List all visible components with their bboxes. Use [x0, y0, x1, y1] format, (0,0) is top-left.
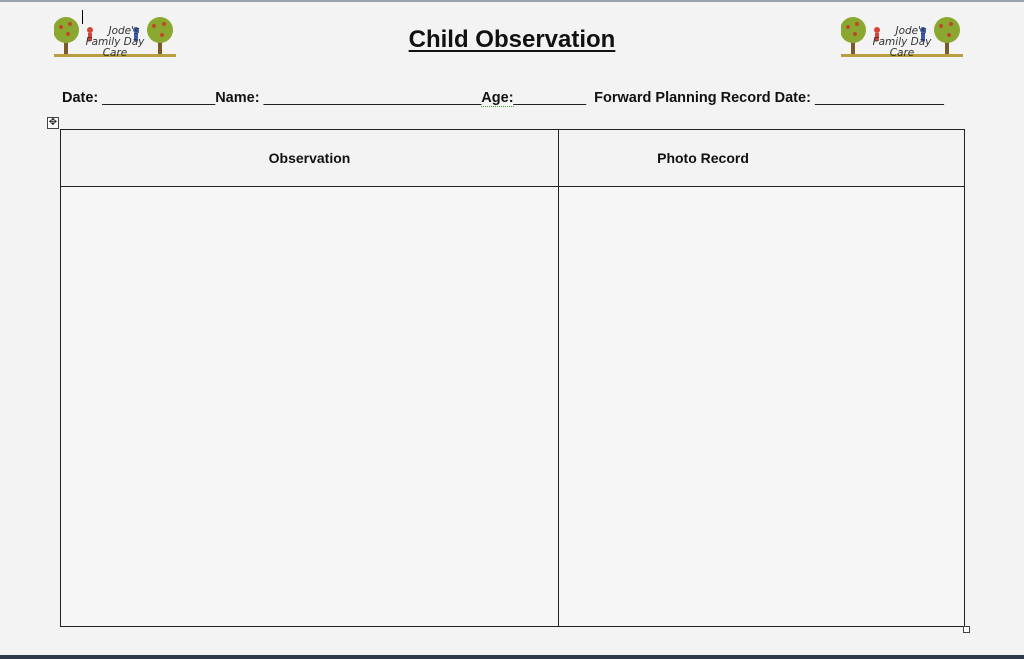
page-title: Child Observation [408, 26, 616, 53]
photo-record-cell[interactable] [559, 187, 965, 627]
name-blank[interactable]: ___________________________ [263, 90, 482, 106]
form-fields-line[interactable] [62, 90, 944, 106]
header-photo-record: Photo Record [559, 130, 965, 187]
header-observation: Observation [61, 130, 559, 187]
table-header-row [61, 130, 965, 187]
table-move-handle-icon[interactable]: ✥ [48, 117, 58, 128]
logo-text: Jode's Family Day Care [85, 25, 145, 59]
date-label: Date: [62, 90, 99, 106]
forward-planning-label: Forward Planning Record Date: [594, 90, 811, 106]
name-label: Name: [215, 90, 260, 106]
age-label: Age: [481, 90, 514, 106]
logo-text: Jode's Family Day Care [872, 25, 932, 59]
date-blank[interactable]: ______________ [102, 90, 216, 106]
window-bottom-edge [0, 655, 1024, 659]
observation-cell[interactable] [61, 187, 559, 627]
observation-table [60, 129, 965, 627]
table-row [61, 187, 965, 627]
forward-planning-blank[interactable]: ________________ [814, 90, 944, 106]
table-resize-handle[interactable] [963, 626, 970, 633]
logo-right [841, 14, 963, 58]
age-blank[interactable]: _________ [513, 90, 587, 106]
